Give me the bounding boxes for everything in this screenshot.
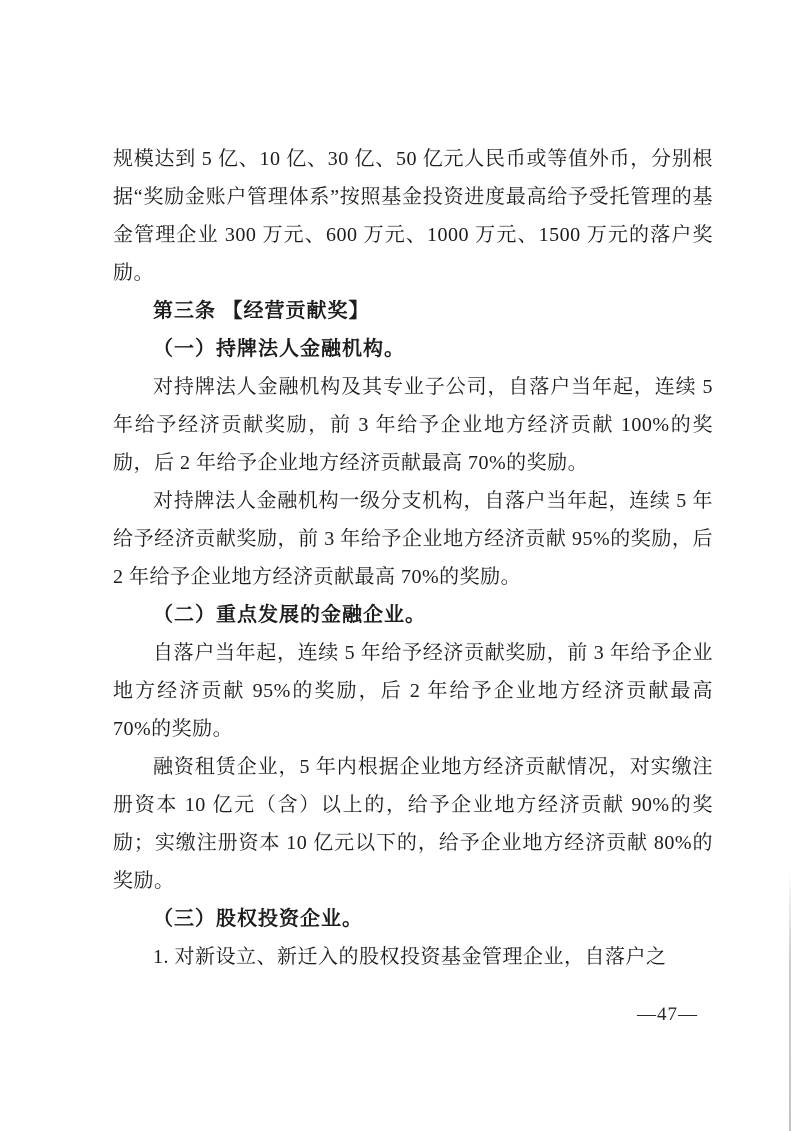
paragraph: 对持牌法人金融机构及其专业子公司，自落户当年起，连续 5 年给予经济贡献奖励，前 3 年给予企业地方经济贡献 100%的奖励，后 2 年给予企业地方经济贡献最高 70%的奖励。: [113, 376, 713, 474]
article-heading: 第三条 【经营贡献奖】: [153, 300, 370, 322]
item-heading-1: （一）持牌法人金融机构。: [153, 338, 405, 360]
paragraph: 自落户当年起，连续 5 年给予经济贡献奖励，前 3 年给予企业地方经济贡献 95%的奖励，后 2 年给予企业地方经济贡献最高 70%的奖励。: [113, 642, 713, 740]
item-heading-3: （三）股权投资企业。: [153, 908, 363, 930]
paragraph: 融资租赁企业，5 年内根据企业地方经济贡献情况，对实缴注册资本 10 亿元（含）以上的，给予企业地方经济贡献 90%的奖励；实缴注册资本 10 亿元以下的，给予企业地方经济贡献 80%的奖励。: [113, 756, 713, 892]
item-heading-2: （二）重点发展的金融企业。: [153, 604, 426, 626]
page-number: —47—: [637, 1004, 698, 1025]
paragraph: 1. 对新设立、新迁入的股权投资基金管理企业，自落户之: [153, 946, 667, 968]
document-body: [113, 140, 713, 976]
paragraph: 对持牌法人金融机构一级分支机构，自落户当年起，连续 5 年给予经济贡献奖励，前 3 年给予企业地方经济贡献 95%的奖励，后 2 年给予企业地方经济贡献最高 70%的奖励。: [113, 490, 713, 588]
paragraph-continued: 规模达到 5 亿、10 亿、30 亿、50 亿元人民币或等值外币，分别根据“奖励金账户管理体系”按照基金投资进度最高给予受托管理的基金管理企业 300 万元、600 万元、1000 万元、1500 万元的落户奖励。: [113, 148, 713, 284]
scan-edge-line: [789, 870, 791, 1131]
